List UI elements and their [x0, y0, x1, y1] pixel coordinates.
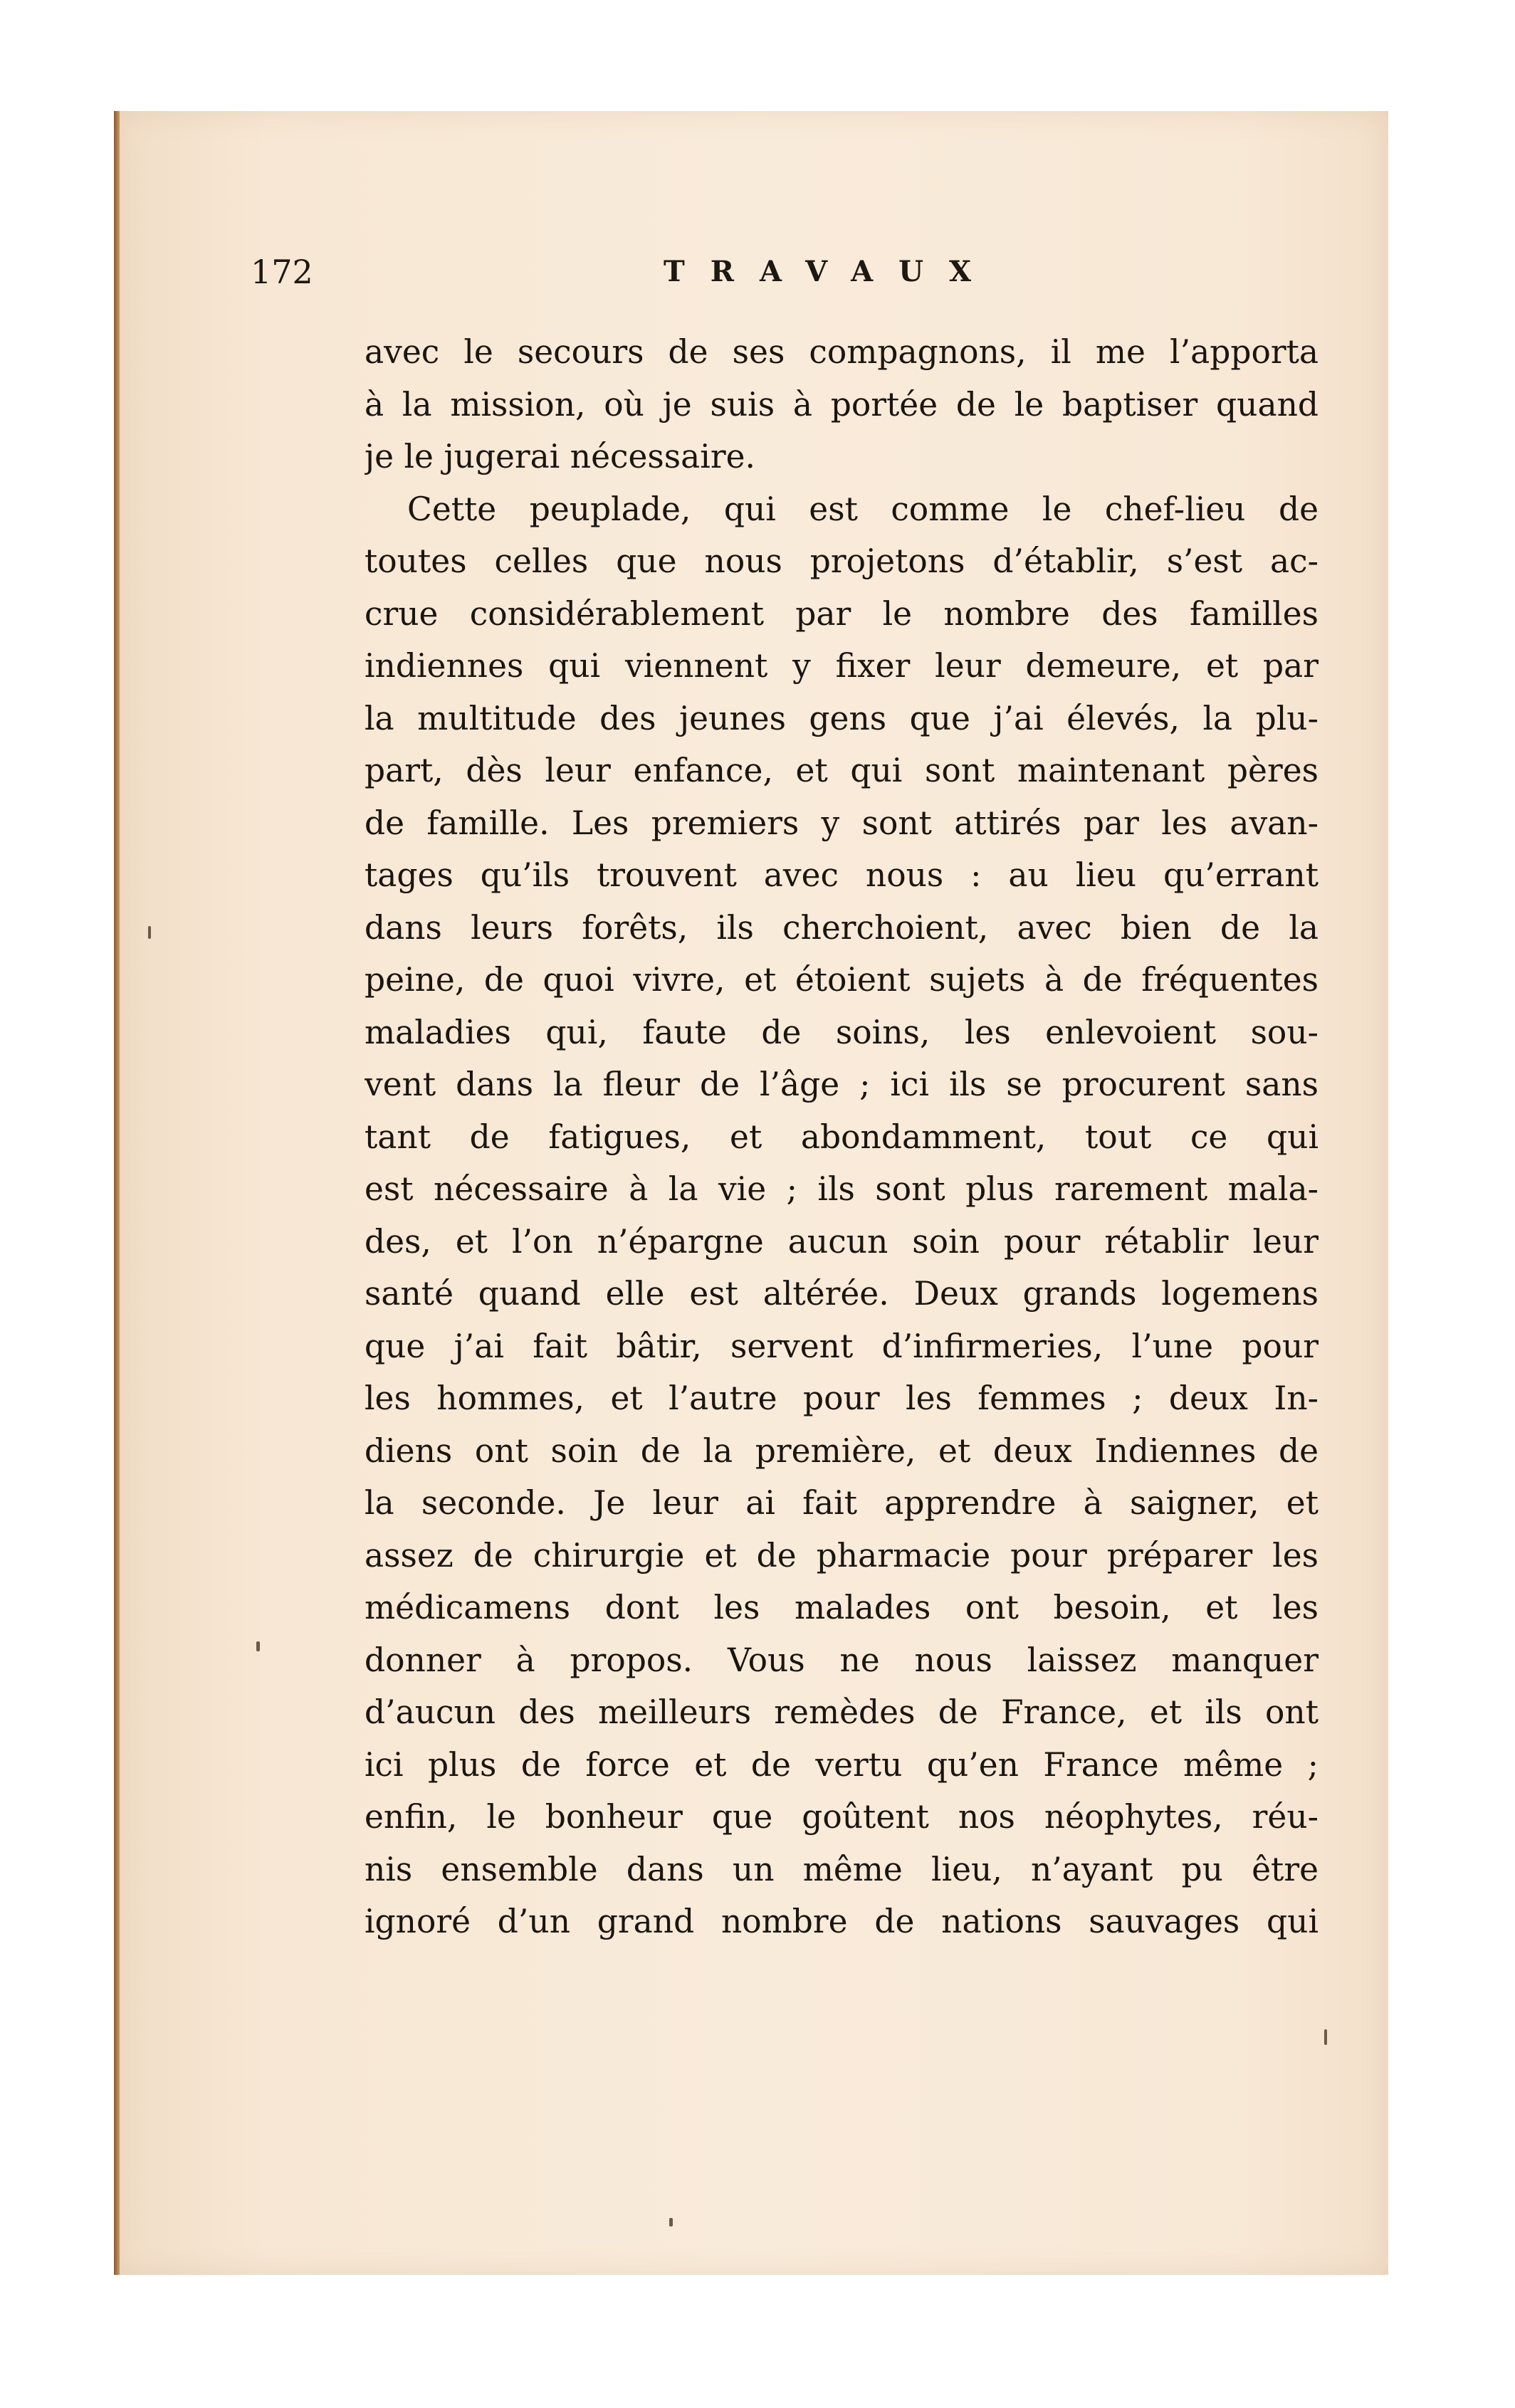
text-line: à la mission, où je suis à portée de le baptiser quand	[365, 385, 1319, 424]
text-line: peine, de quoi vivre, et étoient sujets à de fréquentes	[365, 961, 1319, 999]
text-line: santé quand elle est altérée. Deux grands logemens	[365, 1275, 1319, 1313]
text-line: je le jugerai nécessaire.	[365, 438, 755, 475]
text-line: les hommes, et l’autre pour les femmes ; deux In-	[365, 1379, 1319, 1417]
running-head: TRAVAUX	[664, 255, 997, 288]
text-line: enfin, le bonheur que goûtent nos néophytes, réu-	[365, 1798, 1319, 1836]
text-line: ici plus de force et de vertu qu’en France même ;	[365, 1745, 1319, 1784]
text-line: indiennes qui viennent y fixer leur demeure, et par	[365, 647, 1319, 685]
text-line: tages qu’ils trouvent avec nous : au lieu qu’errant	[365, 856, 1319, 894]
text-line: toutes celles que nous projetons d’établir, s’est ac-	[365, 542, 1319, 580]
text-line: diens ont soin de la première, et deux Indiennes de	[365, 1431, 1319, 1470]
body-text	[365, 326, 1319, 1948]
text-line: que j’ai fait bâtir, servent d’infirmeries, l’une pour	[365, 1327, 1319, 1365]
text-line: avec le secours de ses compagnons, il me l’apporta	[365, 333, 1319, 371]
text-line: Cette peuplade, qui est comme le chef-lieu de	[407, 490, 1319, 528]
text-line: vent dans la fleur de l’âge ; ici ils se procurent sans	[365, 1066, 1319, 1103]
text-line: ignoré d’un grand nombre de nations sauvages qui	[365, 1903, 1319, 1940]
text-line: de famille. Les premiers y sont attirés par les avan-	[365, 804, 1319, 842]
text-line: d’aucun des meilleurs remèdes de France, et ils ont	[365, 1693, 1319, 1731]
page-header	[251, 251, 1319, 293]
text-line: tant de fatigues, et abondamment, tout ce qui	[365, 1118, 1319, 1156]
page-number: 172	[251, 253, 313, 291]
paper-speck	[148, 926, 151, 939]
text-line: la seconde. Je leur ai fait apprendre à saigner, et	[365, 1484, 1319, 1522]
text-line: est nécessaire à la vie ; ils sont plus rarement mala-	[365, 1170, 1319, 1208]
paper-speck	[1324, 2029, 1327, 2045]
page-binding-edge	[114, 111, 120, 2275]
text-line: maladies qui, faute de soins, les enlevoient sou-	[365, 1013, 1319, 1051]
paper-speck	[256, 1641, 260, 1651]
paper-speck	[669, 2218, 673, 2226]
text-line: la multitude des jeunes gens que j’ai élevés, la plu-	[365, 699, 1319, 737]
text-line: assez de chirurgie et de pharmacie pour préparer les	[365, 1536, 1319, 1574]
text-line: dans leurs forêts, ils cherchoient, avec bien de la	[365, 908, 1319, 947]
text-line: donner à propos. Vous ne nous laissez manquer	[365, 1641, 1319, 1679]
text-line: nis ensemble dans un même lieu, n’ayant pu être	[365, 1850, 1319, 1888]
text-line: part, dès leur enfance, et qui sont maintenant pères	[365, 752, 1319, 789]
text-line: des, et l’on n’épargne aucun soin pour rétablir leur	[365, 1222, 1319, 1261]
text-line: médicamens dont les malades ont besoin, et les	[365, 1589, 1319, 1626]
text-line: crue considérablement par le nombre des familles	[365, 594, 1319, 633]
